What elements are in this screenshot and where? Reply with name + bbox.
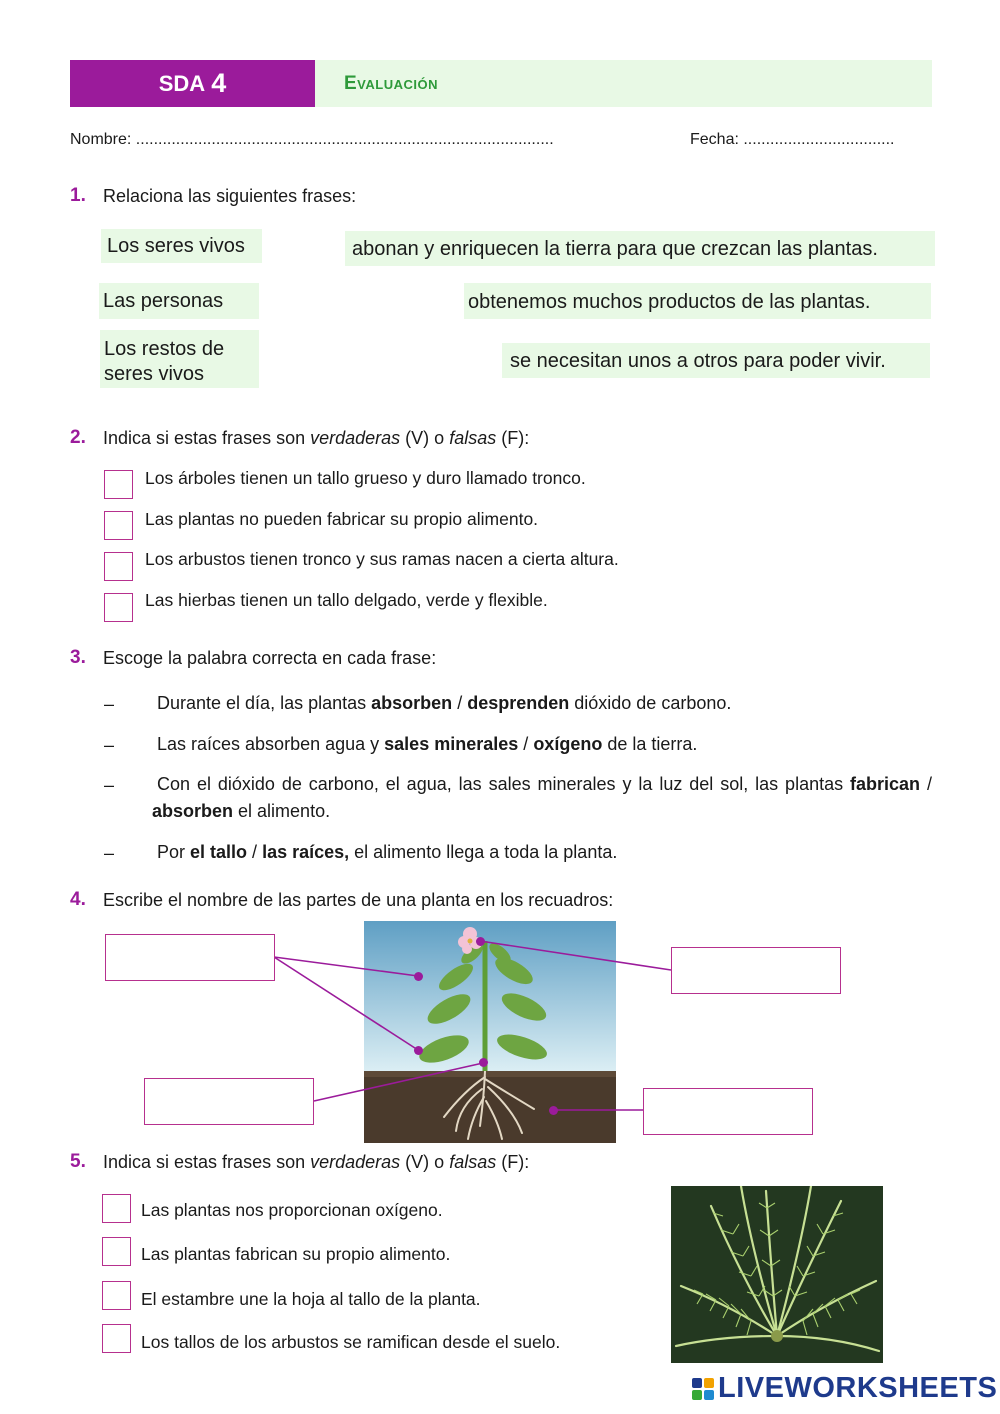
q1-left-item[interactable]: Los seres vivos (101, 229, 262, 263)
q3-dash: – (104, 694, 115, 714)
q3-sentence: Durante el día, las plantas absorben / desprenden dióxido de carbono. (157, 693, 732, 713)
q3-option[interactable]: oxígeno (533, 734, 603, 754)
sda-number: 4 (211, 68, 227, 98)
flower-dot-icon (476, 937, 485, 946)
brand-name: LIVEWORKSHEETS (718, 1372, 998, 1404)
name-field[interactable]: Nombre: .............................................................................................. (70, 131, 554, 148)
q5-statement: Las plantas nos proporcionan oxígeno. (141, 1200, 443, 1220)
logo-grid-icon (692, 1378, 714, 1400)
section-title: Evaluación (344, 72, 438, 94)
q5-prompt: Indica si estas frases son verdaderas (V) o falsas (F): (103, 1152, 530, 1172)
q3-option[interactable]: sales minerales (384, 734, 519, 754)
q3-option[interactable]: el tallo (190, 842, 248, 862)
q5-statement: Las plantas fabrican su propio alimento. (141, 1244, 451, 1264)
q3-sentence: Por el tallo / las raíces, el alimento llega a toda la planta. (157, 842, 618, 862)
q4-number: 4. (70, 889, 86, 910)
q3-option[interactable]: fabrican (850, 774, 921, 794)
q5-number: 5. (70, 1151, 86, 1172)
sda-label: SDA (158, 70, 206, 96)
q1-right-item[interactable]: obtenemos muchos productos de las plantas. (464, 283, 931, 319)
q2-statement: Los arbustos tienen tronco y sus ramas nacen a cierta altura. (145, 549, 619, 569)
leaf-dot-icon (414, 1046, 423, 1055)
date-field[interactable]: Fecha: .................................. (690, 131, 895, 148)
q3-dash: – (104, 735, 115, 755)
q5-checkbox[interactable] (102, 1194, 131, 1223)
q2-number: 2. (70, 427, 86, 448)
q5-statement: El estambre une la hoja al tallo de la planta. (141, 1289, 481, 1309)
q1-left-item[interactable]: Las personas (99, 283, 259, 319)
stem-dot-icon (479, 1058, 488, 1067)
liveworksheets-logo (692, 1372, 997, 1405)
q5-checkbox[interactable] (102, 1281, 131, 1310)
root-dot-icon (549, 1106, 558, 1115)
label-box-leaves[interactable] (105, 934, 275, 981)
q3-sentence: Las raíces absorben agua y sales minerales / oxígeno de la tierra. (157, 734, 698, 754)
q3-option[interactable]: absorben (371, 693, 453, 713)
q3-dash: – (104, 775, 115, 795)
q3-dash: – (104, 843, 115, 863)
label-box-stem[interactable] (144, 1078, 314, 1125)
q1-right-item[interactable]: se necesitan unos a otros para poder vivir. (502, 343, 930, 378)
q3-option[interactable]: desprenden (467, 693, 570, 713)
q2-statement: Las plantas no pueden fabricar su propio alimento. (145, 509, 539, 529)
fern-photo (671, 1186, 883, 1363)
label-box-root[interactable] (643, 1088, 813, 1135)
q5-checkbox[interactable] (102, 1237, 131, 1266)
q3-option[interactable]: las raíces, (262, 842, 350, 862)
q2-statement: Las hierbas tienen un tallo delgado, verde y flexible. (145, 590, 548, 610)
q4-prompt: Escribe el nombre de las partes de una planta en los recuadros: (103, 890, 614, 910)
q5-checkbox[interactable] (102, 1324, 131, 1353)
q2-prompt: Indica si estas frases son verdaderas (V) o falsas (F): (103, 428, 530, 448)
label-box-flower[interactable] (671, 947, 841, 994)
q3-number: 3. (70, 647, 86, 668)
q3-prompt: Escoge la palabra correcta en cada frase: (103, 648, 437, 668)
q3-option[interactable]: absorben (152, 801, 234, 821)
q3-sentence: Con el dióxido de carbono, el agua, las sales minerales y la luz del sol, las plantas fabrican / absorben el alimento. (152, 774, 932, 821)
leaf-dot-icon (414, 972, 423, 981)
q1-number: 1. (70, 185, 86, 206)
q5-statement: Los tallos de los arbustos se ramifican desde el suelo. (141, 1332, 561, 1352)
q1-prompt: Relaciona las siguientes frases: (103, 186, 357, 206)
q1-left-item[interactable]: Los restos de seres vivos (100, 330, 259, 388)
q2-statement: Los árboles tienen un tallo grueso y duro llamado tronco. (145, 468, 586, 488)
q1-right-item[interactable]: abonan y enriquecen la tierra para que crezcan las plantas. (345, 231, 935, 266)
